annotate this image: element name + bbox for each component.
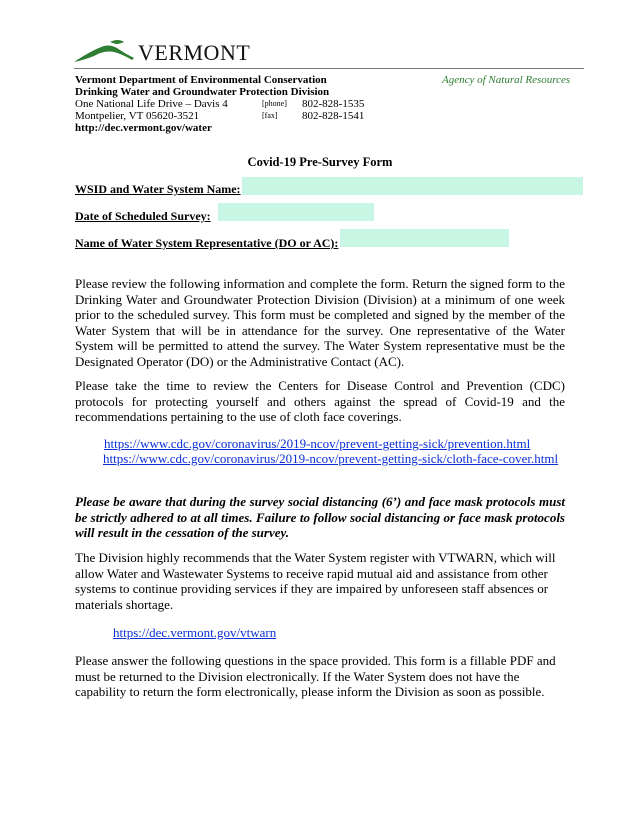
wsid-field[interactable] (242, 177, 583, 195)
address-line1: One National Life Drive – Davis 4 (75, 98, 228, 110)
cdc-prevention-link[interactable]: https://www.cdc.gov/coronavirus/2019-ncov/prevent-getting-sick/prevention.html (104, 436, 531, 451)
warning-paragraph: Please be aware that during the survey social distancing (6’) and face mask protocols must be strictly adhered to at all times. Failure to follow social distancing or face mask protocols will result in the cessation of the survey. (75, 494, 565, 540)
fax-number: 802-828-1541 (302, 110, 365, 122)
form-title: Covid-19 Pre-Survey Form (247, 155, 393, 169)
survey-date-field[interactable] (218, 203, 374, 221)
division-name: Drinking Water and Groundwater Protection Division (75, 86, 330, 98)
cdc-paragraph: Please take the time to review the Centers for Disease Control and Prevention (CDC) protocols for protecting yourself and others against the spread of Covid-19 and the recommendations pertaining to the use of cloth face coverings. (75, 378, 565, 424)
representative-label: Name of Water System Representative (DO or AC): (75, 236, 339, 250)
survey-date-label: Date of Scheduled Survey: (75, 209, 211, 223)
wsid-label: WSID and Water System Name: (75, 182, 241, 196)
instructions-paragraph: Please answer the following questions in the space provided. This form is a fillable PDF and must be returned to the Division electronically. If the Water System does not have the capability to return the form electronically, please inform the Division as soon as possible. (75, 653, 556, 699)
intro-paragraph: Please review the following information and complete the form. Return the signed form to the Drinking Water and Groundwater Protection Division (Division) at a minimum of one week prior to the scheduled survey. This form must be completed and signed by the member of the Water System that will be in attendance for the survey. One representative of the Water System will be permitted to attend the survey. The Water System representative must be the Designated Operator (DO) or the Administrative Contact (AC). (75, 276, 565, 369)
fax-label: [fax] (262, 111, 278, 120)
representative-field[interactable] (340, 229, 509, 247)
logo-text: VERMONT (138, 40, 251, 65)
phone-label: [phone] (262, 99, 287, 108)
phone-number: 802-828-1535 (302, 98, 365, 110)
vtwarn-link[interactable]: https://dec.vermont.gov/vtwarn (113, 625, 277, 640)
dept-name: Vermont Department of Environmental Conservation (75, 74, 327, 86)
cdc-face-cover-link[interactable]: https://www.cdc.gov/coronavirus/2019-ncov/prevent-getting-sick/cloth-face-cover.html (103, 451, 559, 466)
header-divider (74, 68, 584, 69)
address-line2: Montpelier, VT 05620-3521 (75, 110, 200, 122)
agency-name: Agency of Natural Resources (442, 74, 571, 86)
vtwarn-paragraph: The Division highly recommends that the Water System register with VTWARN, which will allow Water and Wastewater Systems to receive rapid mutual aid and assistance from other systems to continue providing services if they are impaired by unforeseen staff absences or materials shortage. (75, 550, 556, 612)
website-link[interactable]: http://dec.vermont.gov/water (75, 122, 212, 134)
